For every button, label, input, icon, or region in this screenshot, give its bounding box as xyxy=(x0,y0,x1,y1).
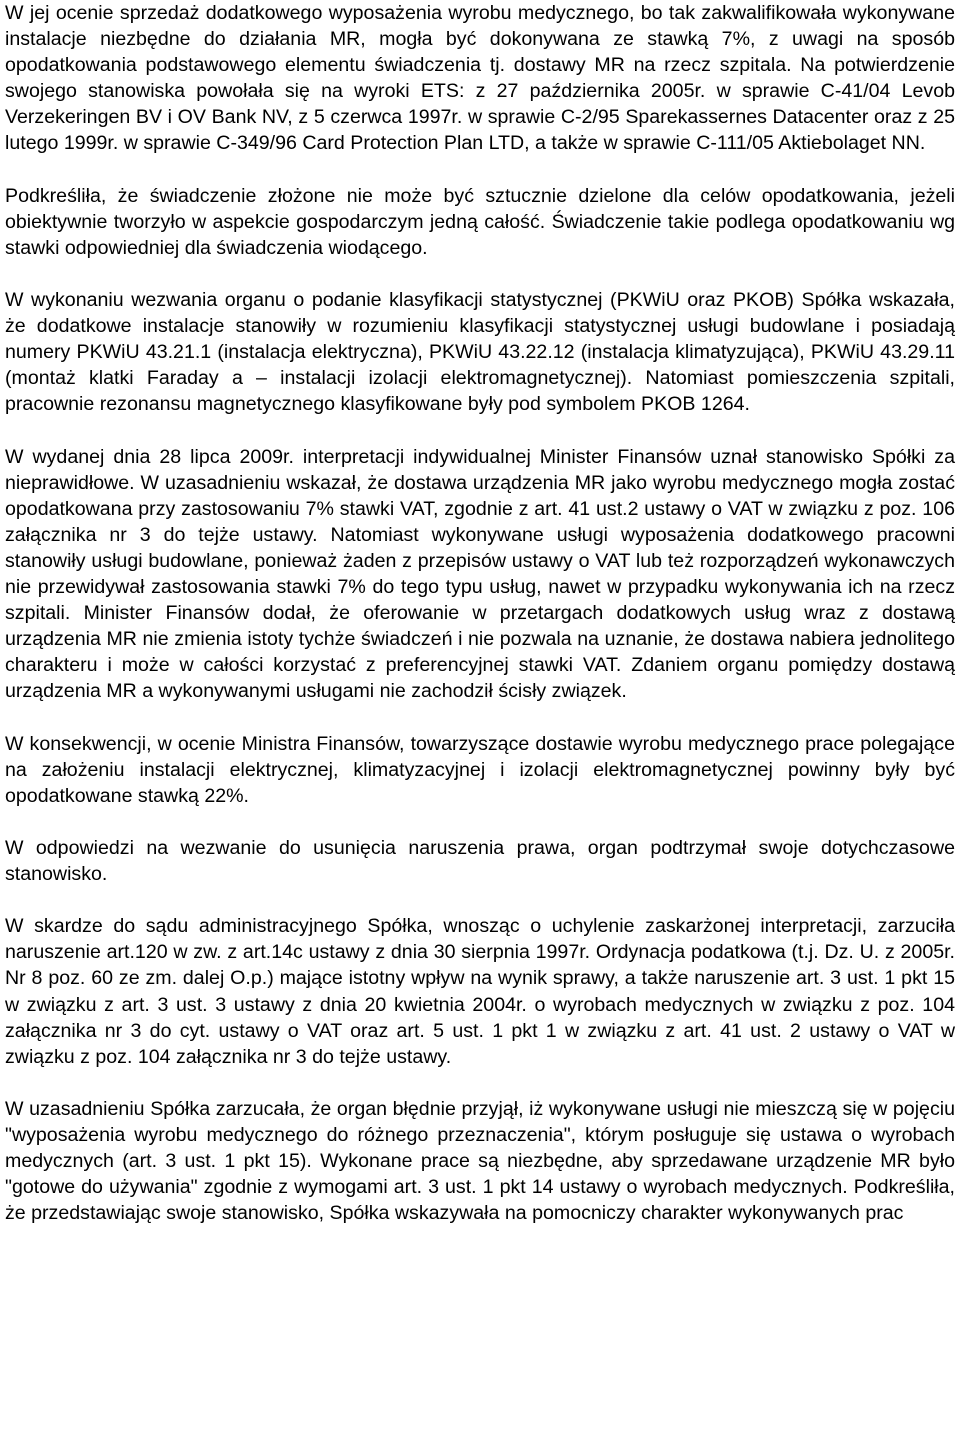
paragraph-justification: W uzasadnieniu Spółka zarzucała, że organ błędnie przyjął, iż wykonywane usługi nie mieszczą się w pojęciu "wyposażenia wyrobu medycznego do różnego przeznaczenia", którym posługuje się ustawa o wyrobach medycznych (art. 3 ust. 1 pkt 15). Wykonane prace są niezbędne, aby sprzedawane urządzenie MR było "gotowe do używania" zgodnie z wymogami art. 3 ust. 1 pkt 14 ustawy o wyrobach medycznych. Podkreśliła, że przedstawiając swoje stanowisko, Spółka wskazywała na pomocniczy charakter wykonywanych prac xyxy=(5,1097,955,1225)
paragraph-complaint: W skardze do sądu administracyjnego Spółka, wnosząc o uchylenie zaskarżonej interpretacji, zarzuciła naruszenie art.120 w zw. z art.14c ustawy z dnia 30 sierpnia 1997r. Ordynacja podatkowa (t.j. Dz. U. z 2005r. Nr 8 poz. 60 ze zm. dalej O.p.) mające istotny wpływ na wynik sprawy, a także naruszenie art. 3 ust. 1 pkt 15 w związku z art. 3 ust. 3 ustawy z dnia 20 kwietnia 2004r. o wyrobach medycznych w związku z poz. 104 załącznika nr 3 do cyt. ustawy o VAT oraz art. 5 ust. 1 pkt 1 w związku z art. 41 ust. 2 ustawy o VAT w związku z poz. 104 załącznika nr 3 do tejże ustawy. xyxy=(5,915,955,1068)
paragraph-pkwiu-classification: W wykonaniu wezwania organu o podanie klasyfikacji statystycznej (PKWiU oraz PKOB) Spółka wskazała, że dodatkowe instalacje stanowiły w rozumieniu klasyfikacji statystycznej usługi budowlane i posiadają numery PKWiU 43.21.1 (instalacja elektryczna), PKWiU 43.22.12 (instalacja klimatyzująca), PKWiU 43.29.11 (montaż klatki Faraday a – instalacji izolacji elektromagnetycznej). Natomiast pomieszczenia szpitali, pracownie rezonansu magnetycznego klasyfikowane były pod symbolem PKOB 1264. xyxy=(5,289,955,416)
paragraph-ets-rulings: W jej ocenie sprzedaż dodatkowego wyposażenia wyrobu medycznego, bo tak zakwalifikowała wykonywane instalacje niezbędne do działania MR, mogła być dokonywana ze stawką 7%, z uwagi na sposób opodatkowania podstawowego elementu świadczenia tj. dostawy MR na rzecz szpitala. Na potwierdzenie swojego stanowiska powołała się na wyroki ETS: z 27 października 2005r. w sprawie C-41/04 Levob Verzekeringen BV i OV Bank NV, z 5 czerwca 1997r. w sprawie C-2/95 Sparekassernes Datacenter oraz z 25 lutego 1999r. w sprawie C-349/96 Card Protection Plan LTD, a także w sprawie C-111/05 Aktiebolaget NN. xyxy=(5,2,955,155)
paragraph-composite-supply: Podkreśliła, że świadczenie złożone nie może być sztucznie dzielone dla celów opodatkowania, jeżeli obiektywnie tworzyło w aspekcie gospodarczym jedną całość. Świadczenie takie podlega opodatkowaniu wg stawki odpowiedniej dla świadczenia wiodącego. xyxy=(5,184,955,259)
paragraph-minister-interpretation: W wydanej dnia 28 lipca 2009r. interpretacji indywidualnej Minister Finansów uznał stanowisko Spółki za nieprawidłowe. W uzasadnieniu wskazał, że dostawa urządzenia MR jako wyrobu medycznego mogła zostać opodatkowana przy zastosowaniu 7% stawki VAT, zgodnie z art. 41 ust.2 ustawy o VAT w związku z poz. 106 załącznika nr 3 do tejże ustawy. Natomiast wykonywane usługi wyposażenia dodatkowego pracowni stanowiły usługi budowlane, ponieważ żaden z przepisów ustawy o VAT lub też rozporządzeń wykonawczych nie przewidywał zastosowania stawki 7% do tego typu usług, nawet w przypadku wykonywania ich na rzecz szpitali. Minister Finansów dodał, że oferowanie w przetargach dodatkowych usług wraz z dostawą urządzenia MR nie zmienia istoty tychże świadczeń i nie pozwala na uznanie, że dostawa nabiera jednolitego charakteru i może w całości korzystać z preferencyjnej stawki VAT. Zdaniem organu pomiędzy dostawą urządzenia MR a wykonywanymi usługami nie zachodził ścisły związek. xyxy=(5,445,955,703)
document-page xyxy=(5,0,955,1226)
paragraph-consequence-22-percent: W konsekwencji, w ocenie Ministra Finansów, towarzyszące dostawie wyrobu medycznego prace polegające na założeniu instalacji elektrycznej, klimatyzacyjnej i izolacji elektromagnetycznej powinny były być opodatkowane stawką 22%. xyxy=(5,732,955,807)
paragraph-organ-response: W odpowiedzi na wezwanie do usunięcia naruszenia prawa, organ podtrzymał swoje dotychczasowe stanowisko. xyxy=(5,837,955,886)
